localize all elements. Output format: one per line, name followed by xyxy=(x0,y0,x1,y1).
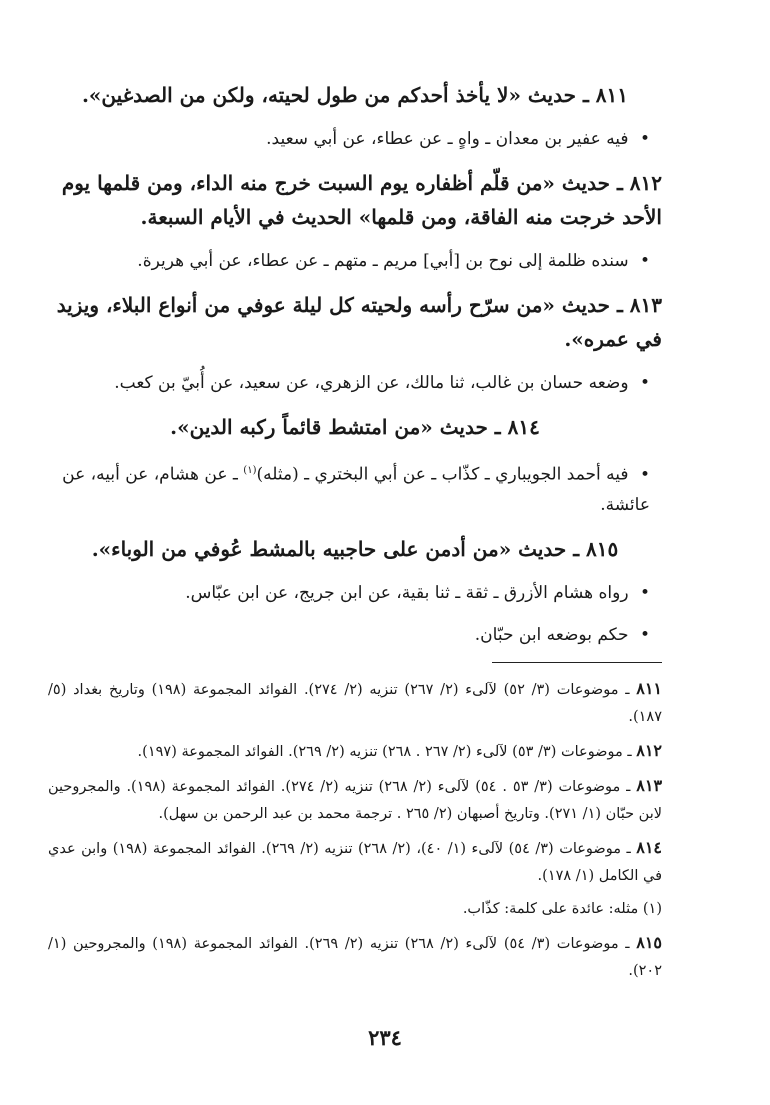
note-text: فيه أحمد الجويباري ـ كذّاب ـ عن أبي البختري ـ (مثله) xyxy=(256,464,629,485)
dash: ـ xyxy=(616,293,623,317)
note-text: سنده ظلمة إلى نوح بن [أبي] مريم ـ متهم ـ عن عطاء، عن أبي هريرة. xyxy=(137,251,629,271)
footnote-number: ٨١١ xyxy=(636,678,663,698)
bullet-icon: • xyxy=(639,464,650,485)
bullet-icon: • xyxy=(639,129,650,149)
footnote-text: ـ موضوعات (٣/ ٥٢) لآلىء (٢/ ٢٦٧) تنزيه (٢/ ٢٧٤). الفوائد المجموعة (١٩٨) وتاريخ بغداد (٥/ ١٨٧). xyxy=(48,681,662,725)
dash: ـ xyxy=(573,536,580,561)
hadith-number: ٨١٢ xyxy=(629,171,662,195)
hadith-number: ٨١٣ xyxy=(629,293,662,317)
note-text: حكم بوضعه ابن حبّان. xyxy=(474,624,629,645)
note-text: وضعه حسان بن غالب، ثنا مالك، عن الزهري، عن سعيد، عن أُبيّ بن كعب. xyxy=(114,373,629,393)
footnote-815 xyxy=(48,929,662,985)
hadith-text: حديث «من قلّم أظفاره يوم السبت خرج منه الداء، ومن قلمها يوم الأحد خرجت منه الفاقة، ومن قلمها» الحديث في الأيام السبعة. xyxy=(61,171,662,229)
hadith-number: ٨١٥ xyxy=(586,536,619,561)
hadith-814 xyxy=(48,410,662,444)
note-text: رواه هشام الأزرق ـ ثقة ـ ثنا بقية، عن ابن جريج، عن ابن عبّاس. xyxy=(185,582,629,603)
hadith-text: حديث «من أدمن على حاجبيه بالمشط عُوفي من الوباء». xyxy=(91,536,567,561)
footnote-number: ٨١٤ xyxy=(636,837,662,857)
footnote-ref: (١) xyxy=(243,465,257,476)
note-813 xyxy=(48,368,650,398)
footnote-number: ٨١٥ xyxy=(636,932,663,952)
footnote-text: ـ موضوعات (٣/ ٥٤) لآلىء (١/ ٤٠)، (٢/ ٢٦٨) تنزيه (٢/ ٢٦٩). الفوائد المجموعة (١٩٨) وابن عدي في الكامل (١/ ١٧٨). xyxy=(48,840,662,884)
note-815-a xyxy=(48,578,650,608)
footnote-text: مثله: عائدة على كلمة: كذّاب. xyxy=(462,900,639,917)
bullet-icon: • xyxy=(639,624,650,645)
hadith-text: حديث «من امتشط قائماً ركبه الدين». xyxy=(170,415,488,439)
dash: ـ xyxy=(494,415,501,439)
page-number: ٢٣٤ xyxy=(368,1025,402,1050)
hadith-811 xyxy=(48,78,662,112)
hadith-815 xyxy=(48,532,662,566)
footnote-divider xyxy=(492,662,662,663)
note-text: فيه عفير بن معدان ـ واهٍ ـ عن عطاء، عن أبي سعيد. xyxy=(266,129,629,149)
note-812 xyxy=(48,246,650,276)
footnote-text: ـ موضوعات (٣/ ٥٣) لآلىء (٢/ ٢٦٧ . ٢٦٨) تنزيه (٢/ ٢٦٩). الفوائد المجموعة (١٩٧). xyxy=(137,743,632,760)
footnote-1 xyxy=(48,896,662,923)
hadith-text: حديث «لا يأخذ أحدكم من طول لحيته، ولكن من الصدغين». xyxy=(81,83,576,107)
bullet-icon: • xyxy=(639,582,650,603)
footnote-number: ٨١٢ xyxy=(636,740,662,760)
note-text-continued: ـ عن هشام، عن أبيه، عن عائشة. xyxy=(62,464,650,515)
footnote-text: ـ موضوعات (٣/ ٥٤) لآلىء (٢/ ٢٦٨) تنزيه (٢/ ٢٦٩). الفوائد المجموعة (١٩٨) والمجروحين (١/ ٢٠٢). xyxy=(48,935,662,979)
note-811 xyxy=(48,124,650,154)
bullet-icon: • xyxy=(639,251,650,271)
hadith-number: ٨١٤ xyxy=(507,415,540,439)
footnote-813 xyxy=(48,772,662,828)
footnote-812 xyxy=(48,737,662,766)
dash: ـ xyxy=(616,171,623,195)
dash: ـ xyxy=(582,83,589,107)
footnote-811 xyxy=(48,675,662,731)
hadith-813 xyxy=(48,288,662,356)
hadith-number: ٨١١ xyxy=(595,83,629,107)
footnote-text: ـ موضوعات (٣/ ٥٣ . ٥٤) لآلىء (٢/ ٢٦٨) تنزيه (٢/ ٢٧٤). الفوائد المجموعة (١٩٨). والمجروحين لابن حبّان (١/ ٢٧١). وتاريخ أصبهان (٢/ ٢٦٥ . ترجمة محمد بن عبد الرحمن بن سهل). xyxy=(48,778,662,822)
footnote-number: ٨١٣ xyxy=(636,775,663,795)
hadith-812 xyxy=(48,166,662,234)
note-814 xyxy=(48,456,650,520)
hadith-text: حديث «من سرّح رأسه ولحيته كل ليلة عوفي من أنواع البلاء، ويزيد في عمره». xyxy=(56,293,662,351)
footnote-number: (١) xyxy=(642,900,662,917)
page-body xyxy=(48,78,662,991)
note-815-b xyxy=(48,620,650,650)
bullet-icon: • xyxy=(639,373,650,393)
footnote-814 xyxy=(48,834,662,890)
